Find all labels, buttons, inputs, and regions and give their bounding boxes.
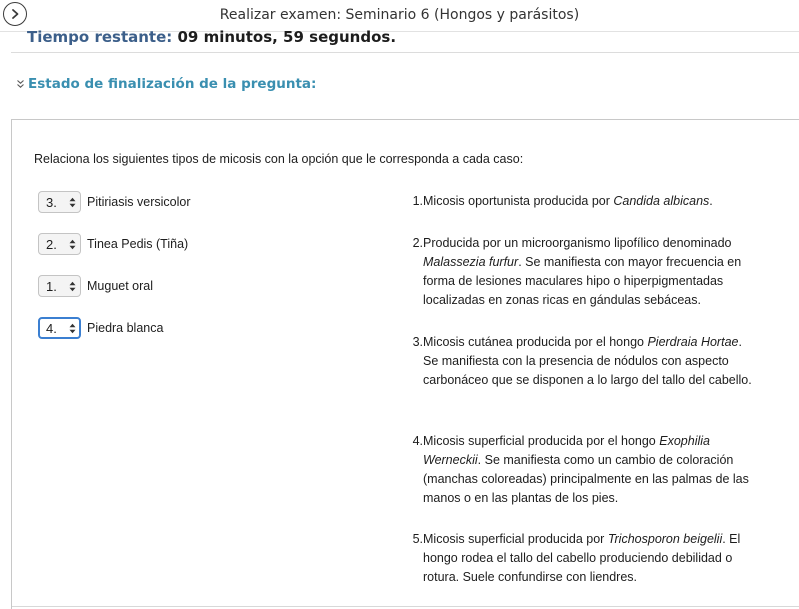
select-arrows-icon: [69, 239, 76, 250]
match-select[interactable]: [38, 275, 81, 297]
match-select-value: 4.: [46, 320, 57, 336]
match-item-label: Muguet oral: [87, 279, 154, 293]
divider: [12, 606, 799, 607]
answer-text: Micosis oportunista producida por Candida albicans.: [423, 194, 713, 208]
answer-number: 3.: [412, 335, 423, 349]
answer-number: 1.: [412, 194, 423, 208]
match-select[interactable]: [38, 317, 81, 339]
select-arrows-icon: [69, 323, 76, 334]
match-item-label: Pitiriasis versicolor: [87, 195, 191, 209]
completion-status-toggle[interactable]: [16, 76, 316, 92]
match-select-value: 3.: [46, 194, 57, 210]
select-arrows-icon: [69, 197, 76, 208]
match-item-label: Piedra blanca: [87, 321, 164, 335]
time-remaining-value: 09 minutos, 59 segundos.: [177, 28, 397, 46]
match-select-value: 1.: [46, 278, 57, 294]
answer-text: Producida por un microorganismo lipofílico denominado Malassezia furfur. Se manifiesta con mayor frecuencia en forma de lesiones maculares hipo o hiperpigmentadas localizadas en zonas ricas en gándulas sebáceas.: [423, 236, 742, 307]
double-chevron-down-icon: [16, 79, 25, 89]
divider: [11, 52, 799, 53]
match-item: [38, 191, 191, 213]
time-remaining: [27, 28, 396, 46]
answer-option: [407, 234, 759, 310]
time-remaining-label: Tiempo restante:: [27, 28, 173, 46]
match-item: [38, 233, 188, 255]
match-select[interactable]: [38, 191, 81, 213]
completion-status-label: Estado de finalización de la pregunta:: [28, 76, 317, 92]
answer-option: [407, 432, 759, 508]
window-title: Realizar examen: Seminario 6 (Hongos y parásitos): [219, 7, 580, 23]
answer-option: [407, 192, 759, 211]
select-arrows-icon: [69, 281, 76, 292]
match-select[interactable]: [38, 233, 81, 255]
answer-option: [407, 333, 759, 390]
match-item-label: Tinea Pedis (Tiña): [87, 237, 189, 251]
answer-option: [407, 530, 759, 587]
match-select-value: 2.: [46, 236, 57, 252]
match-item: [38, 275, 153, 297]
match-item: [38, 317, 163, 339]
answer-text: Micosis superficial producida por el hongo Exophilia Werneckii. Se manifiesta como un cambio de coloración (manchas coloreadas) principalmente en las palmas de las manos o en las plantas de los pies.: [423, 434, 749, 505]
answer-number: 5.: [412, 532, 423, 546]
answer-number: 2.: [412, 236, 423, 250]
question-prompt: Relaciona los siguientes tipos de micosis con la opción que le corresponda a cada caso:: [34, 152, 524, 166]
answer-text: Micosis superficial producida por Trichosporon beigelii. El hongo rodea el tallo del cabello produciendo debilidad o rotura. Suele confundirse con liendres.: [423, 532, 741, 584]
answer-text: Micosis cutánea producida por el hongo Pierdraia Hortae. Se manifiesta con la presencia de nódulos con aspecto carbonáceo que se disponen a lo largo del tallo del cabello.: [423, 335, 752, 387]
answer-number: 4.: [412, 434, 423, 448]
